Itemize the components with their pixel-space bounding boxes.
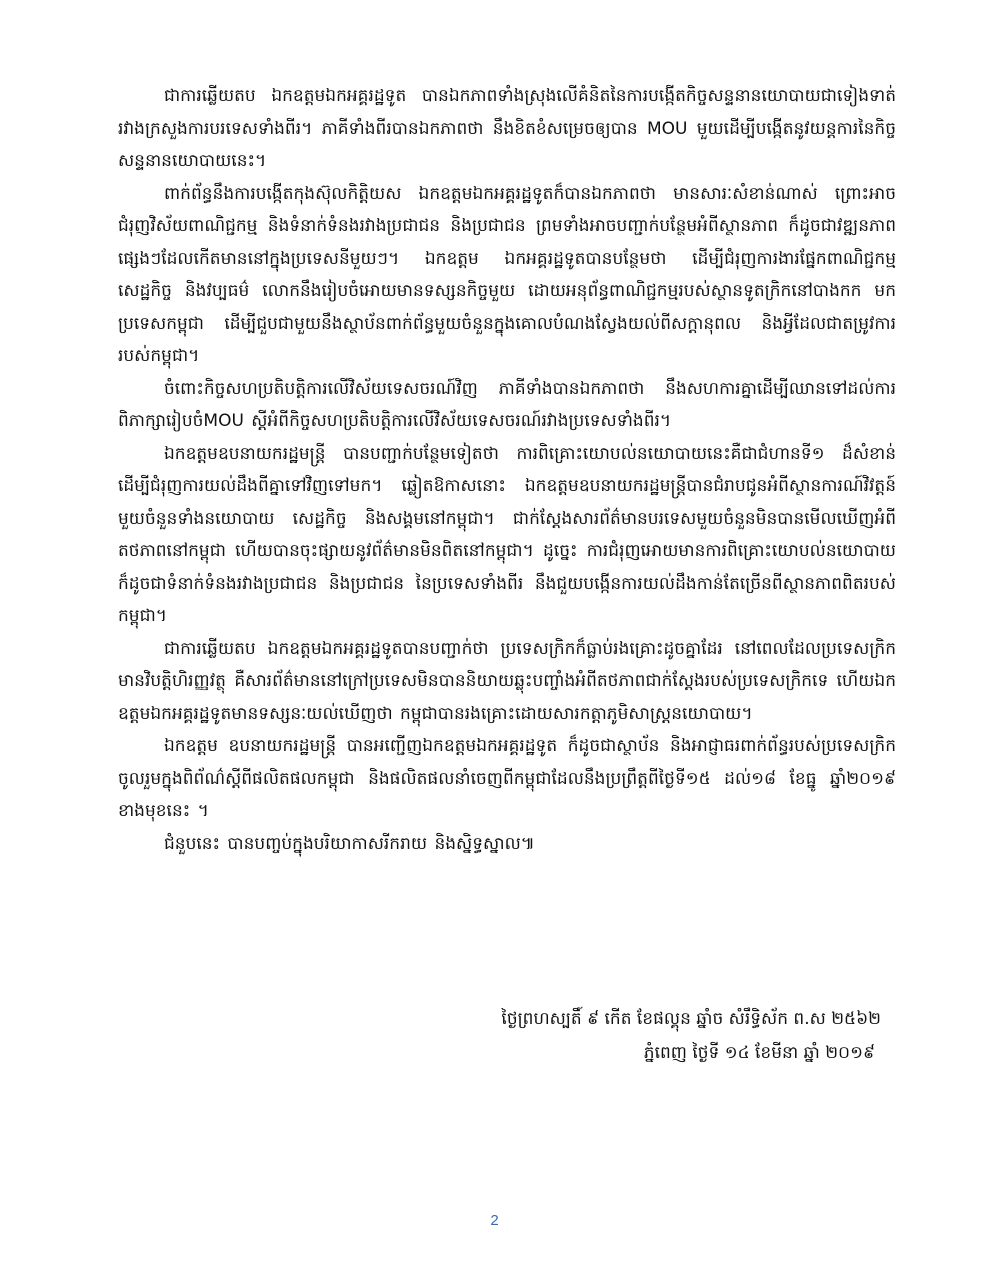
page-number: 2 xyxy=(490,1212,499,1229)
place-date-line: ភ្នំពេញ ថ្ងៃទី ១៤ ខែមីនា ឆ្នាំ ២០១៩ xyxy=(643,1043,875,1063)
paragraph-4: ឯកឧត្តមឧបនាយករដ្ឋមន្រ្តី បានបញ្ជាក់បន្ថែមទៀតថា ការពិគ្រោះយោបល់នយោបាយនេះគឺជាជំហានទី១ ដ៏សំខាន់ដើម្បីជំរុញការយល់ដឹងពីគ្នាទៅវិញទៅមក។ ឆ្លៀតឱកាសនោះ ឯកឧត្តមឧបនាយករដ្ឋមន្ត្រីបានជំរាបជូនអំពីស្ថានការណ៍វិវត្តន៍មួយចំនួនទាំងនយោបាយ សេដ្ឋកិច្ច និងសង្គមនៅកម្ពុជា។ ជាក់ស្តែងសារព័ត៌មានបរទេសមួយចំនួនមិនបានមើលឃើញអំពីតថភាពនៅកម្ពុជា ហើយបានចុះផ្សាយនូវព័ត៌មានមិនពិតនៅកម្ពុជា។ ដូច្នេះ ការជំរុញអោយមានការពិគ្រោះយោបល់នយោបាយ ក៏ដូចជាទំនាក់ទំនងរវាងប្រជាជន និងប្រជាជន នៃប្រទេសទាំងពីរ នឹងជួយបង្កើនការយល់ដឹងកាន់តែច្រើនពីស្ថានភាពពិតរបស់កម្ពុជា។ xyxy=(118,443,896,626)
lunar-date-line: ថ្ងៃព្រហស្បតិ៍ ៩ កើត ខែផល្គុន ឆ្នាំច សំរឹទ្ធិស័ក ព.ស ២៥៦២ xyxy=(501,1009,881,1029)
paragraph-7-closing: ជំនួបនេះ បានបញ្ចប់ក្នុងបរិយាកាសរីករាយ និងស្និទ្ធស្នាល៕ xyxy=(164,833,535,854)
paragraph-5: ជាការឆ្លើយតប ឯកឧត្តមឯកអគ្គរដ្ឋទូតបានបញ្ជាក់ថា ប្រទេសក្រិកក៏ធ្លាប់រងគ្រោះដូចគ្នាដែរ នៅពេលដែលប្រទេសក្រិកមានវិបត្តិហិរញ្ញវត្ថុ គឺសារព័ត៌មាននៅក្រៅប្រទេសមិនបាននិយាយឆ្លុះបញ្ចាំងអំពីតថភាពជាក់ស្តែងរបស់ប្រទេសក្រិកទេ ហើយឯកឧត្តមឯកអគ្គរដ្ឋទូតមានទស្សនៈយល់ឃើញថា កម្ពុជាបានរងគ្រោះដោយសារកត្តាភូមិសាស្រ្តនយោបាយ។ xyxy=(118,638,896,724)
date-signoff xyxy=(361,1002,881,1070)
paragraph-1: ជាការឆ្លើយតប ឯកឧត្តមឯកអគ្គរដ្ឋទូត បានឯកភាពទាំងស្រុងលើគំនិតនៃការបង្កើតកិច្ចសន្ទនានយោបាយជាទៀងទាត់រវាងក្រសួងការបរទេសទាំងពីរ។ ភាគីទាំងពីរបានឯកភាពថា នឹងខិតខំសម្រេចឲ្យបាន MOU មួយដើម្បីបង្កើតនូវយន្តការនៃកិច្ចសន្ទនានយោបាយនេះ។ xyxy=(118,86,896,171)
paragraph-3: ចំពោះកិច្ចសហប្រតិបត្តិការលើវិស័យទេសចរណ៍វិញ ភាគីទាំងបានឯកភាពថា នឹងសហការគ្នាដើម្បីឈានទៅដល់ការពិភាក្សារៀបចំMOU ស្តីអំពីកិច្ចសហប្រតិបត្តិការលើវិស័យទេសចរណ៍រវាងប្រទេសទាំងពីរ។ xyxy=(118,378,896,431)
paragraph-6: ឯកឧត្តម ឧបនាយករដ្ឋមន្រ្តី បានអញ្ជើញឯកឧត្តមឯកអគ្គរដ្ឋទូត ក៏ដូចជាស្ថាប័ន និងអាជ្ញាធរពាក់ព័ន្ធរបស់ប្រទេសក្រិក ចូលរួមក្នុងពិព័ណ៌ស្តីពីផលិតផលកម្ពុជា និងផលិតផលនាំចេញពីកម្ពុជាដែលនឹងប្រព្រឹត្តពីថ្ងៃទី១៥ ដល់១៨ ខែធ្នូ ឆ្នាំ២០១៩ ខាងមុខនេះ ។ xyxy=(118,736,896,821)
paragraph-2: ពាក់ព័ន្ធនឹងការបង្កើតកុងស៊ុលកិត្តិយស ឯកឧត្តមឯកអគ្គរដ្ឋទូតក៏បានឯកភាពថា មានសារៈសំខាន់ណាស់ ព្រោះអាចជំរុញវិស័យពាណិជ្ជកម្ម និងទំនាក់ទំនងរវាងប្រជាជន និងប្រជាជន ព្រមទាំងអាចបញ្ជាក់បន្ថែមអំពីស្ថានភាព ក៏ដូចជាវឌ្ឍនភាពផ្សេងៗដែលកើតមាននៅក្នុងប្រទេសនីមួយៗ។ ឯកឧត្តម ឯកអគ្គរដ្ឋទូតបានបន្ថែមថា ដើម្បីជំរុញការងារផ្នែកពាណិជ្ជកម្ម សេដ្ឋកិច្ច និងវប្បធម៌ លោកនឹងរៀបចំអោយមានទស្សនកិច្ចមួយ ដោយអនុព័ន្ធពាណិជ្ជកម្មរបស់ស្ថានទូតក្រិកនៅបាងកក មកប្រទេសកម្ពុជា ដើម្បីជួបជាមួយនឹងស្ថាប័នពាក់ព័ន្ធមួយចំនួនក្នុងគោលបំណងស្វែងយល់ពីសក្តានុពល និងអ្វីដែលជាតម្រូវការរបស់កម្ពុជា។ xyxy=(118,183,896,366)
document-body xyxy=(118,80,896,860)
